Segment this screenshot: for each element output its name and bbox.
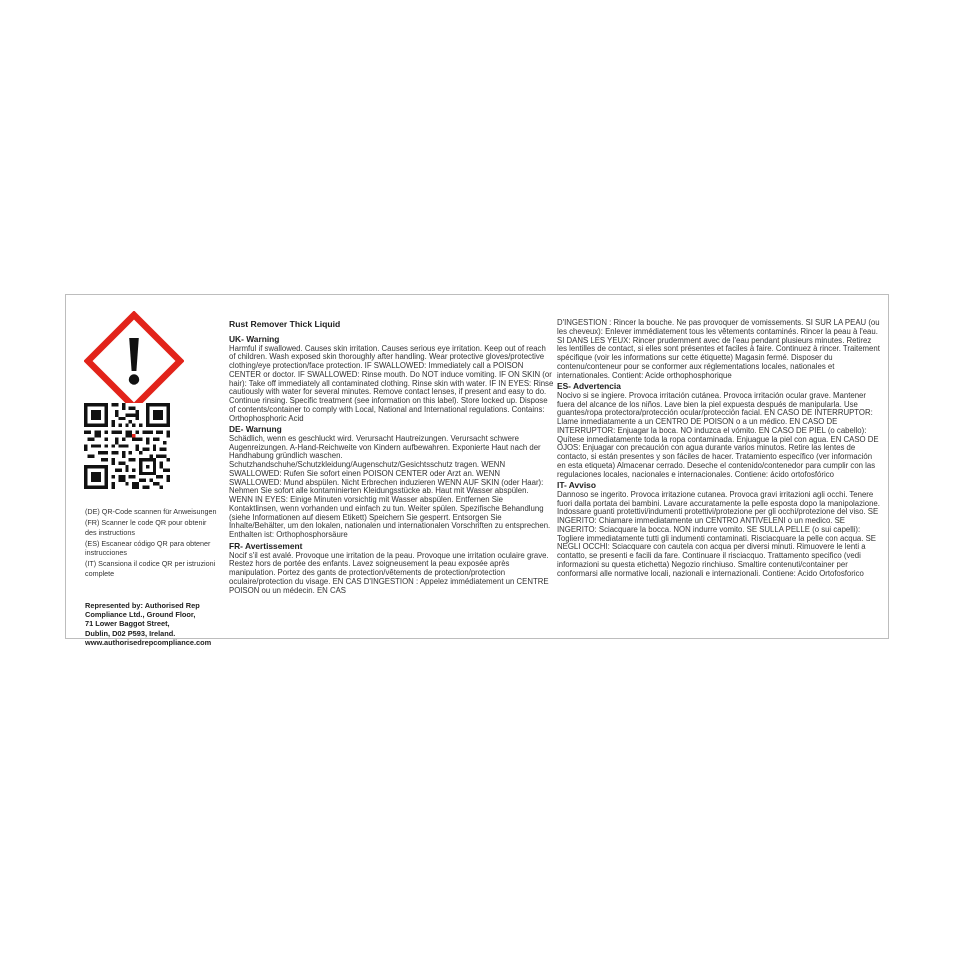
qr-code-icon bbox=[84, 403, 170, 489]
qr-instructions bbox=[85, 507, 220, 580]
section-heading-fr: FR- Avertissement bbox=[229, 540, 303, 551]
section-heading-it: IT- Avviso bbox=[557, 480, 596, 491]
section-heading-de: DE- Warnung bbox=[229, 424, 282, 435]
rep-line: 71 Lower Baggot Street, bbox=[85, 619, 170, 629]
label-right-column bbox=[557, 319, 882, 580]
ghs-exclamation-mark-icon bbox=[84, 311, 184, 411]
section-text-fr-continued: D'INGESTION : Rincer la bouche. Ne pas provoquer de vomissements. SI SUR LA PEAU (ou les cheveux): Enlever immédiatement tous les vêtements contaminés. Rincer la peau à l'eau. SI DANS LES YEUX: Rincer prudemment avec de l'eau pendant plusieurs minutes. Retirez les lentilles de contact, si elles sont présentes et faciles à faire. Continuez à rincer. Traitement spécifique (voir les informations sur cette étiquette) Magasin fermé. Disposer du contenu/conteneur pour se conformer aux réglementations locales, nationales et internationales. Contient: Acide orthophosphorique bbox=[557, 318, 880, 380]
qr-caption-it: (IT) Scansiona il codice QR per istruzioni complete bbox=[85, 559, 216, 579]
section-text-es: Nocivo si se ingiere. Provoca irritación cutánea. Provoca irritación ocular grave. Mantener fuera del alcance de los niños. Lave bien la piel expuesta después de manipularla. Use guantes/ropa protectora/protección ocular/protección facial. EN CASO DE INTERRUPTOR: Llame inmediatamente a un CENTRO DE POISON o a un médico. EN CASO DE INTERRUPTOR: Enjuagar la boca. NO induzca el vómito. EN CASO DE PIEL (o cabello): Quítese inmediatamente toda la ropa contaminada. Enjuague la piel con agua. EN CASO DE OJOS: Enjuagar con precaución con agua durante varios minutos. Retire las lentes de contacto, si están presentes y son fáciles de hacer. Tratamiento específico (ver información en esta etiqueta) Almacenar cerrado. Deseche el contenido/contenedor para cumplir con las regulaciones locales, nacionales e internacionales. Contiene: ácido ortofosfórico bbox=[557, 390, 879, 479]
section-heading-es: ES- Advertencia bbox=[557, 381, 621, 392]
product-label bbox=[65, 294, 889, 647]
rep-line: Compliance Ltd., Ground Floor, bbox=[85, 610, 196, 620]
rep-line: Dublin, D02 P593, Ireland. bbox=[85, 628, 176, 638]
qr-caption-fr: (FR) Scanner le code QR pour obtenir des instructions bbox=[85, 518, 207, 537]
label-middle-column bbox=[229, 319, 554, 597]
qr-caption-de: (DE) QR-Code scannen für Anweisungen bbox=[85, 507, 217, 516]
section-heading-uk: UK- Warning bbox=[229, 334, 280, 344]
rep-line: Represented by: Authorised Rep bbox=[85, 601, 200, 610]
qr-caption-es: (ES) Escanear código QR para obtener instrucciones bbox=[85, 538, 211, 558]
rep-website: www.authorisedrepcompliance.com bbox=[85, 637, 212, 647]
section-text-uk: Harmful if swallowed. Causes skin irritation. Causes serious eye irritation. Keep out of reach of children. Wash exposed skin thoroughly after handling. Wear protective gloves/protective clothing/eye protection/face protection. IF SWALLOWED: Immediately call a POISON CENTER or doctor. IF SWALLOWED: Rinse mouth. Do NOT induce vomiting. IF ON SKIN (or hair): Take off immediately all contaminated clothing. Rinse skin with water. IF IN EYES: Rinse cautiously with water for several minutes. Remove contact lenses, if present and easy to do. Continue rinsing. Specific treatment (see information on this label). Store locked up. Dispose of contents/container to comply with Local, National and International regulations. Contains: Orthophosphoric Acid bbox=[229, 343, 554, 423]
section-text-fr: Nocif s'il est avalé. Provoque une irritation de la peau. Provoque une irritation oculaire grave. Restez hors de portée des enfants. Lavez soigneusement la peau exposée après manipulation. Portez des gants de protection/vêtements de protection/protection oculaire/protection du visage. EN CAS D'INGESTION : Appelez immédiatement un CENTRE POISON ou un médecin. EN CAS bbox=[229, 550, 549, 595]
section-text-de: Schädlich, wenn es geschluckt wird. Verursacht Hautreizungen. Verursacht schwere Augenreizungen. A-Hand-Reichweite von Kindern aufbewahren. Exponierte Haut nach der Handhabung gründlich waschen. Schutzhandschuhe/Schutzkleidung/Augenschutz/Gesichtsschutz tragen. WENN SWALLOWED: Rufen Sie sofort einen POISON CENTER oder Arzt an. WENN SWALLOWED: Mund abspülen. Nicht Erbrechen induzieren WENN AUF SKIN (oder Haar): Nehmen Sie sofort alle kontaminierten Kleidungsstücke ab. Haut mit Wasser abspülen. WENN IN EYES: Einige Minuten vorsichtig mit Wasser abspülen. Entfernen Sie Kontaktlinsen, wenn vorhanden und einfach zu tun. Weiter spülen. Spezifische Behandlung (siehe Informationen auf diesem Etikett) Speichern Sie gesperrt. Entsorgen Sie Inhalte/Behälter, um den lokalen, nationalen und internationalen Vorschriften zu entsprechen. Enthalten ist: Orthophosphorsäure bbox=[229, 433, 551, 540]
product-title: Rust Remover Thick Liquid bbox=[229, 319, 341, 329]
section-text-it: Dannoso se ingerito. Provoca irritazione cutanea. Provoca gravi irritazioni agli occhi. Tenere fuori dalla portata dei bambini. Lavare accuratamente la pelle esposta dopo la manipolazione. Indossare guanti protettivi/indumenti protettivi/protezione per gli occhi/protezione del viso. SE INGERITO: Chiamare immediatamente un CENTRO ANTIVELENI o un medico. SE INGERITO: Sciacquare la bocca. NON indurre vomito. SE SULLA PELLE (o sui capelli): Togliere immediatamente tutti gli indumenti contaminati. Risciacquare la pelle con acqua. SE NEGLI OCCHI: Sciacquare con cautela con acqua per diversi minuti. Rimuovere le lenti a contatto, se presenti e facili da fare. Continuare il risciacquo. Trattamento specifico (vedi informazioni su questa etichetta) Negozio rinchiuso. Smaltire contenuti/container per conformarsi alle normative locali, nazionali e internazionali. Contiene: Acido Ortofosforico bbox=[557, 489, 880, 578]
authorised-representative bbox=[85, 601, 225, 647]
